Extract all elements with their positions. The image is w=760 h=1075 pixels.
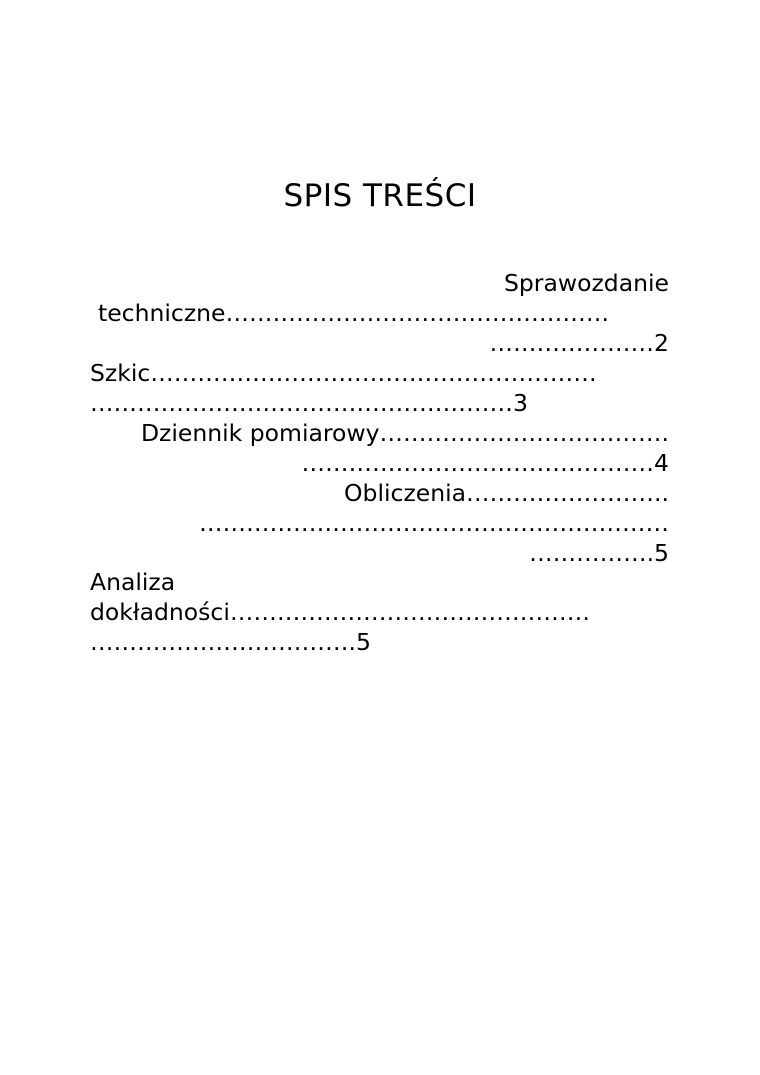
toc-entry-line: ………………………………………4 [301,449,669,477]
toc-entry-line: ………………………………………………3 [90,389,528,417]
toc-entry-line: …………………2 [489,329,669,357]
toc-entry-line: dokładności………………………………………. [90,598,590,626]
toc-entry-line: …………………………….5 [90,628,371,656]
toc-entry-line: Obliczenia…………………….. [344,479,669,507]
toc-entry-line: Szkic………………………………………………… [90,359,597,387]
toc-entry-line: …………….5 [529,539,669,567]
toc-entry-line: Dziennik pomiarowy………………………………. [140,419,669,447]
toc-entry-line: …………………………………………………… [199,509,669,537]
page-title: SPIS TREŚCI [283,178,477,214]
toc-entry-line: techniczne…………………………………………. [98,299,609,327]
toc-entry-line: Sprawozdanie [503,269,669,297]
toc-entry-line: Analiza [90,568,176,596]
